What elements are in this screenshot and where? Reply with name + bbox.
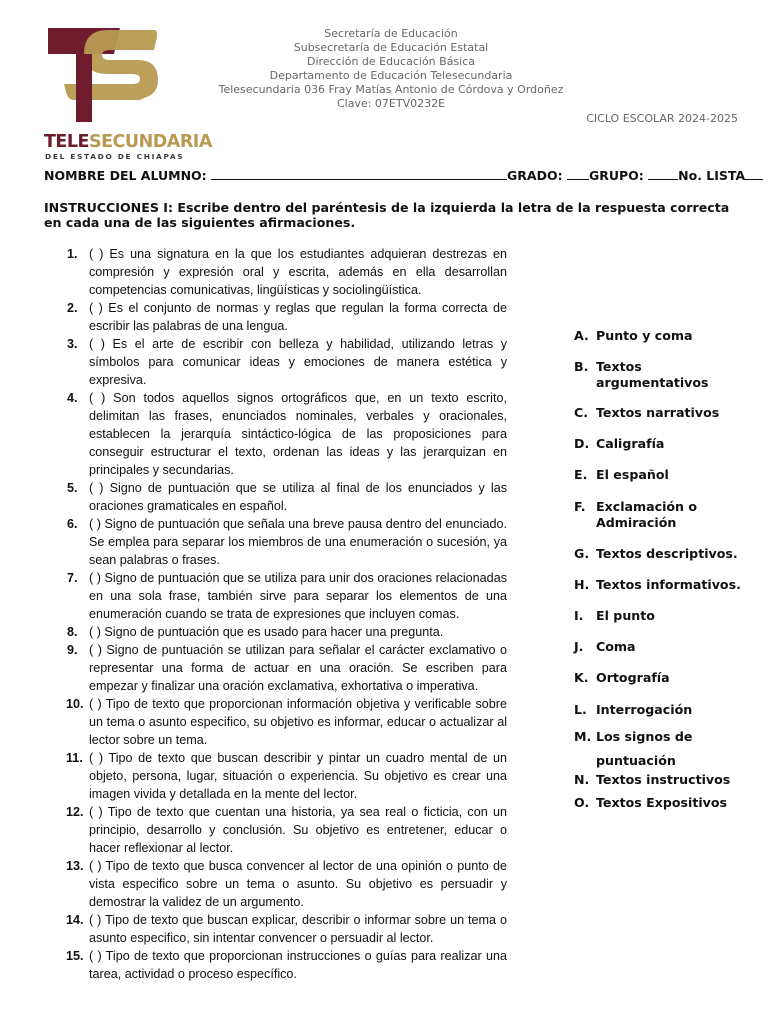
- question-item[interactable]: 3. ( ) Es el arte de escribir con belleza y habilidad, utilizando letras y símbolos para comunicar ideas y emociones de manera estética y expresiva.: [67, 337, 507, 387]
- logo-subtitle: DEL ESTADO DE CHIAPAS: [45, 152, 185, 161]
- question-text: ( ) Es una signatura en la que los estudiantes adquieran destrezas en compresión y expresión oral y escrita, además en ella desarrollan competencias comunicativas, lingüísticas y sociolingüística.: [89, 247, 507, 297]
- instructions: INSTRUCCIONES I: Escribe dentro del paréntesis de la izquierda la letra de la respuesta correcta en cada una de las siguientes afirmaciones.: [44, 200, 730, 230]
- question-text: ( ) Signo de puntuación se utilizan para señalar el carácter exclamativo o representar una forma de actuar en una oración. Se escriben para empezar y finalizar una oración exclamativa, exhortativa o imperativa.: [89, 643, 507, 693]
- question-item[interactable]: 2. ( ) Es el conjunto de normas y reglas que regulan la forma correcta de escribir las palabras de una lengua.: [67, 301, 507, 333]
- grade-blank[interactable]: [567, 168, 589, 180]
- question-item[interactable]: 9. ( ) Signo de puntuación se utilizan para señalar el carácter exclamativo o representar una forma de actuar en una oración. Se escriben para empezar y finalizar una oración exclamativa, exhortativa o imperativa.: [67, 643, 507, 693]
- question-item[interactable]: 4. ( ) Son todos aquellos signos ortográficos que, en un texto escrito, delimitan las frases, enunciados nominales, verbales y oracionales, establecen la jerarquía sintáctico-lógica de las proposiciones para conseguir estructurar el texto, ordenan las ideas y las jerarquizan en principales y secundarias.: [67, 391, 507, 477]
- institution-header: [200, 27, 582, 111]
- logo-wordmark: TELESECUNDARIA: [44, 132, 212, 152]
- question-item[interactable]: 10. ( ) Tipo de texto que proporcionan información objetiva y verificable sobre un tema o asunto especifico, su objetivo es informar, educar o actualizar al lector sobre un tema.: [66, 697, 507, 747]
- question-item[interactable]: 1. ( ) Es una signatura en la que los estudiantes adquieran destrezas en compresión y expresión oral y escrita, además en ella desarrollan competencias comunicativas, lingüísticas y sociolingüística.: [67, 247, 507, 297]
- question-item[interactable]: 8. ( ) Signo de puntuación que es usado para hacer una pregunta.: [67, 625, 444, 639]
- question-item[interactable]: 7. ( ) Signo de puntuación que se utiliza para unir dos oraciones relacionadas en una sola frase, también sirve para separar los elementos de una enumeración cuando se trata de expresiones que incluyen comas.: [67, 571, 507, 621]
- question-item[interactable]: 6. ( ) Signo de puntuación que señala una breve pausa dentro del enunciado. Se emplea para separar los miembros de una enumeración o sucesión, ya sean palabras o frases.: [67, 517, 507, 567]
- question-item[interactable]: 14. ( ) Tipo de texto que buscan explicar, describir o informar sobre un tema o asunto especifico, sin intentar convencer o persuadir al lector.: [66, 913, 507, 945]
- grade-label: GRADO:: [507, 168, 563, 183]
- question-text: ( ) Signo de puntuación que señala una breve pausa dentro del enunciado. Se emplea para separar los miembros de una enumeración o sucesión, ya sean palabras o frases.: [89, 517, 507, 567]
- student-name-blank[interactable]: [211, 168, 507, 180]
- school-year: CICLO ESCOLAR 2024-2025: [586, 112, 738, 125]
- header-line: Dirección de Educación Básica: [306, 55, 476, 68]
- question-text: ( ) Tipo de texto que buscan describir y pintar un cuadro mental de un objeto, persona, lugar, situación o experiencia. Su objetivo es crear una imagen vivida y detallada en la mente del lector.: [89, 751, 507, 801]
- group-blank[interactable]: [648, 168, 678, 180]
- question-text: ( ) Es el arte de escribir con belleza y habilidad, utilizando letras y símbolos para comunicar ideas y emociones de manera estética y expresiva.: [89, 337, 507, 387]
- question-text: ( ) Tipo de texto que proporcionan información objetiva y verificable sobre un tema o asunto especifico, su objetivo es informar, educar o actualizar al lector sobre un tema.: [89, 697, 507, 747]
- question-text: ( ) Signo de puntuación que se utiliza para unir dos oraciones relacionadas en una sola frase, también sirve para separar los elementos de una enumeración cuando se trata de expresiones que incluyen comas.: [89, 571, 507, 621]
- header-line: Telesecundaria 036 Fray Matías Antonio de Córdova y Ordoñez: [218, 83, 564, 96]
- question-text: ( ) Signo de puntuación que es usado para hacer una pregunta.: [89, 625, 444, 639]
- question-text: ( ) Tipo de texto que busca convencer al lector de una opinión o punto de vista especifico sobre un tema o asunto. Su objetivo es persuadir y demostrar la validez de un argumento.: [89, 859, 507, 909]
- question-item[interactable]: 13. ( ) Tipo de texto que busca convencer al lector de una opinión o punto de vista especifico sobre un tema o asunto. Su objetivo es persuadir y demostrar la validez de un argumento.: [66, 859, 507, 909]
- question-list: [44, 245, 507, 983]
- question-item[interactable]: 11. ( ) Tipo de texto que buscan describir y pintar un cuadro mental de un objeto, persona, lugar, situación o experiencia. Su objetivo es crear una imagen vivida y detallada en la mente del lector.: [66, 751, 507, 801]
- list-number-label: No. LISTA: [678, 168, 746, 183]
- ts-emblem-icon: [44, 28, 162, 128]
- student-info-line: [44, 168, 744, 183]
- question-text: ( ) Es el conjunto de normas y reglas que regulan la forma correcta de escribir las palabras de una lengua.: [89, 301, 507, 333]
- header-line: Subsecretaría de Educación Estatal: [293, 41, 489, 54]
- question-text: ( ) Tipo de texto que cuentan una historia, ya sea real o ficticia, con un principio, desarrollo y conclusión. Su objetivo es entretener, educar o hacer reflexionar al lector.: [89, 805, 507, 855]
- question-text: ( ) Son todos aquellos signos ortográficos que, en un texto escrito, delimitan las frases, enunciados nominales, verbales y oracionales, establecen la jerarquía sintáctico-lógica de las proposiciones para conseguir estructurar el texto, ordenan las ideas y las jerarquizan en principales y secundarias.: [89, 391, 507, 477]
- student-name-label: NOMBRE DEL ALUMNO:: [44, 168, 207, 183]
- question-item[interactable]: 5. ( ) Signo de puntuación que se utiliza al final de los enunciados y las oraciones gramaticales en español.: [67, 481, 507, 513]
- question-item[interactable]: 15. ( ) Tipo de texto que proporcionan instrucciones o guías para realizar una tarea, actividad o proceso específico.: [66, 949, 507, 981]
- header-line: Secretaría de Educación: [324, 27, 458, 40]
- question-text: ( ) Tipo de texto que buscan explicar, describir o informar sobre un tema o asunto especifico, sin intentar convencer o persuadir al lector.: [89, 913, 507, 945]
- question-item[interactable]: 12. ( ) Tipo de texto que cuentan una historia, ya sea real o ficticia, con un principio, desarrollo y conclusión. Su objetivo es entretener, educar o hacer reflexionar al lector.: [66, 805, 507, 855]
- header-line: Clave: 07ETV0232E: [336, 97, 446, 110]
- telesecundaria-logo: [44, 28, 212, 161]
- question-text: ( ) Signo de puntuación que se utiliza al final de los enunciados y las oraciones gramaticales en español.: [89, 481, 507, 513]
- question-text: ( ) Tipo de texto que proporcionan instrucciones o guías para realizar una tarea, actividad o proceso específico.: [89, 949, 507, 981]
- header-line: Departamento de Educación Telesecundaria: [269, 69, 513, 82]
- list-number-blank[interactable]: [745, 168, 763, 180]
- group-label: GRUPO:: [588, 168, 644, 183]
